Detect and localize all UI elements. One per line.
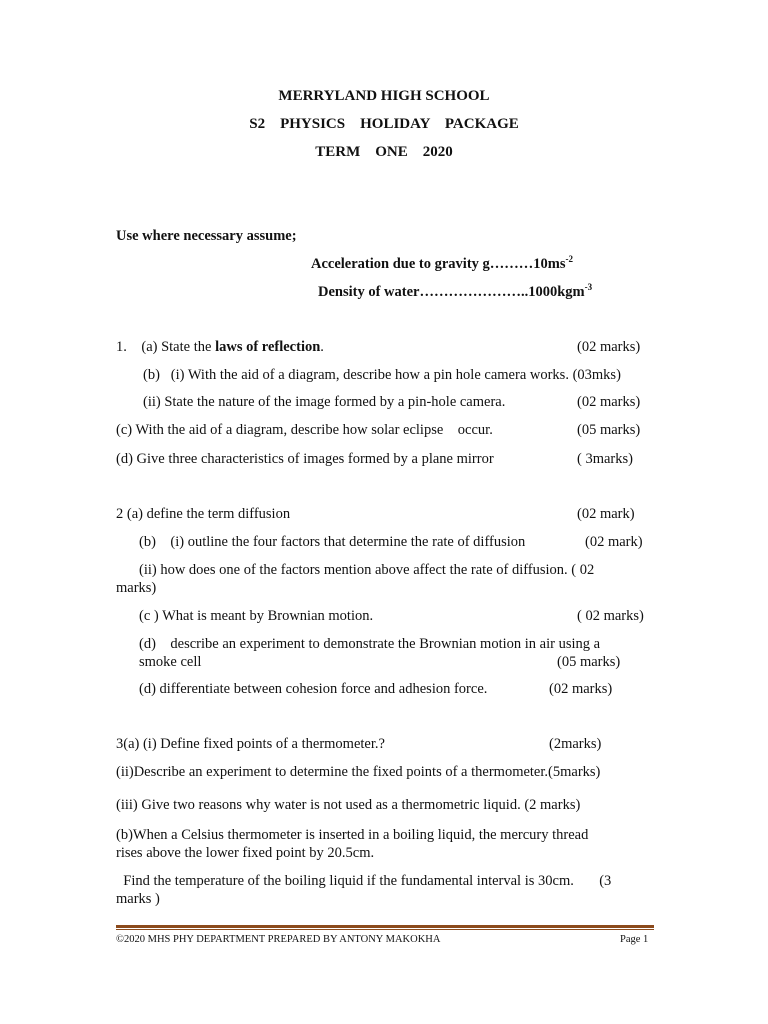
q1d-marks: ( 3marks) xyxy=(577,451,633,467)
q3b-line2: rises above the lower fixed point by 20.5cm. xyxy=(116,845,375,861)
q2a-marks: (02 mark) xyxy=(577,506,635,522)
school-name: MERRYLAND HIGH SCHOOL xyxy=(278,88,490,104)
package-title: S2 PHYSICS HOLIDAY PACKAGE xyxy=(249,116,519,132)
q1c-text: (c) With the aid of a diagram, describe how solar eclipse occur. xyxy=(116,422,493,438)
q1a-suffix: . xyxy=(320,339,324,355)
footer-credit: ©2020 MHS PHY DEPARTMENT PREPARED BY ANTONY MAKOKHA xyxy=(116,934,441,945)
q3a-i-text: 3(a) (i) Define fixed points of a thermometer.? xyxy=(116,736,385,752)
q2c-marks: ( 02 marks) xyxy=(577,608,644,624)
density-assumption xyxy=(318,284,592,301)
q3a-iii-text: (iii) Give two reasons why water is not used as a thermometric liquid. (2 marks) xyxy=(116,797,581,813)
q3-find-line1: Find the temperature of the boiling liquid if the fundamental interval is 30cm. (3 xyxy=(116,873,612,889)
gravity-assumption xyxy=(311,256,573,273)
gravity-exponent: -2 xyxy=(565,254,574,265)
assumptions-intro: Use where necessary assume; xyxy=(116,228,297,244)
q1a-prefix: 1. (a) State the xyxy=(116,339,216,355)
q1d-text: (d) Give three characteristics of images formed by a plane mirror xyxy=(116,451,494,467)
q2b-ii-line1: (ii) how does one of the factors mention above affect the rate of diffusion. ( 02 xyxy=(139,562,595,578)
footer-page-number: Page 1 xyxy=(620,934,649,945)
q1a-text xyxy=(116,339,324,356)
density-text: Density of water…………………..1000kgm xyxy=(318,284,585,300)
q2e-text: (d) differentiate between cohesion force and adhesion force. xyxy=(139,681,488,697)
q3b-line1: (b)When a Celsius thermometer is inserted in a boiling liquid, the mercury thread xyxy=(116,827,589,843)
q2a-text: 2 (a) define the term diffusion xyxy=(116,506,291,522)
q2e-marks: (02 marks) xyxy=(549,681,613,697)
q2b-ii-line2: marks) xyxy=(116,580,157,596)
footer-rule-thick xyxy=(116,925,654,928)
q3-find-line2: marks ) xyxy=(116,891,160,907)
q1b-ii-text: (ii) State the nature of the image formed by a pin-hole camera. xyxy=(143,394,506,410)
q2b-i-text: (b) (i) outline the four factors that determine the rate of diffusion xyxy=(139,534,526,550)
footer-rule-thin xyxy=(116,929,654,930)
q2d-marks: (05 marks) xyxy=(557,654,621,670)
q2c-text: (c ) What is meant by Brownian motion. xyxy=(139,608,374,624)
q1b-ii-marks: (02 marks) xyxy=(577,394,641,410)
q3a-i-marks: (2marks) xyxy=(549,736,602,752)
q1a-bold-term: laws of reflection xyxy=(215,339,321,355)
q2d-line1: (d) describe an experiment to demonstrate the Brownian motion in air using a xyxy=(139,636,601,652)
term-title: TERM ONE 2020 xyxy=(315,144,453,160)
q1a-marks: (02 marks) xyxy=(577,339,641,355)
q2d-line2: smoke cell xyxy=(139,654,202,670)
gravity-text: Acceleration due to gravity g………10ms xyxy=(311,256,566,272)
density-exponent: -3 xyxy=(584,282,593,293)
q1b-i-text: (b) (i) With the aid of a diagram, describe how a pin hole camera works. (03mks) xyxy=(143,367,621,383)
q3a-ii-text: (ii)Describe an experiment to determine the fixed points of a thermometer.(5marks) xyxy=(116,764,601,780)
q1c-marks: (05 marks) xyxy=(577,422,641,438)
q2b-i-marks: (02 mark) xyxy=(585,534,643,550)
